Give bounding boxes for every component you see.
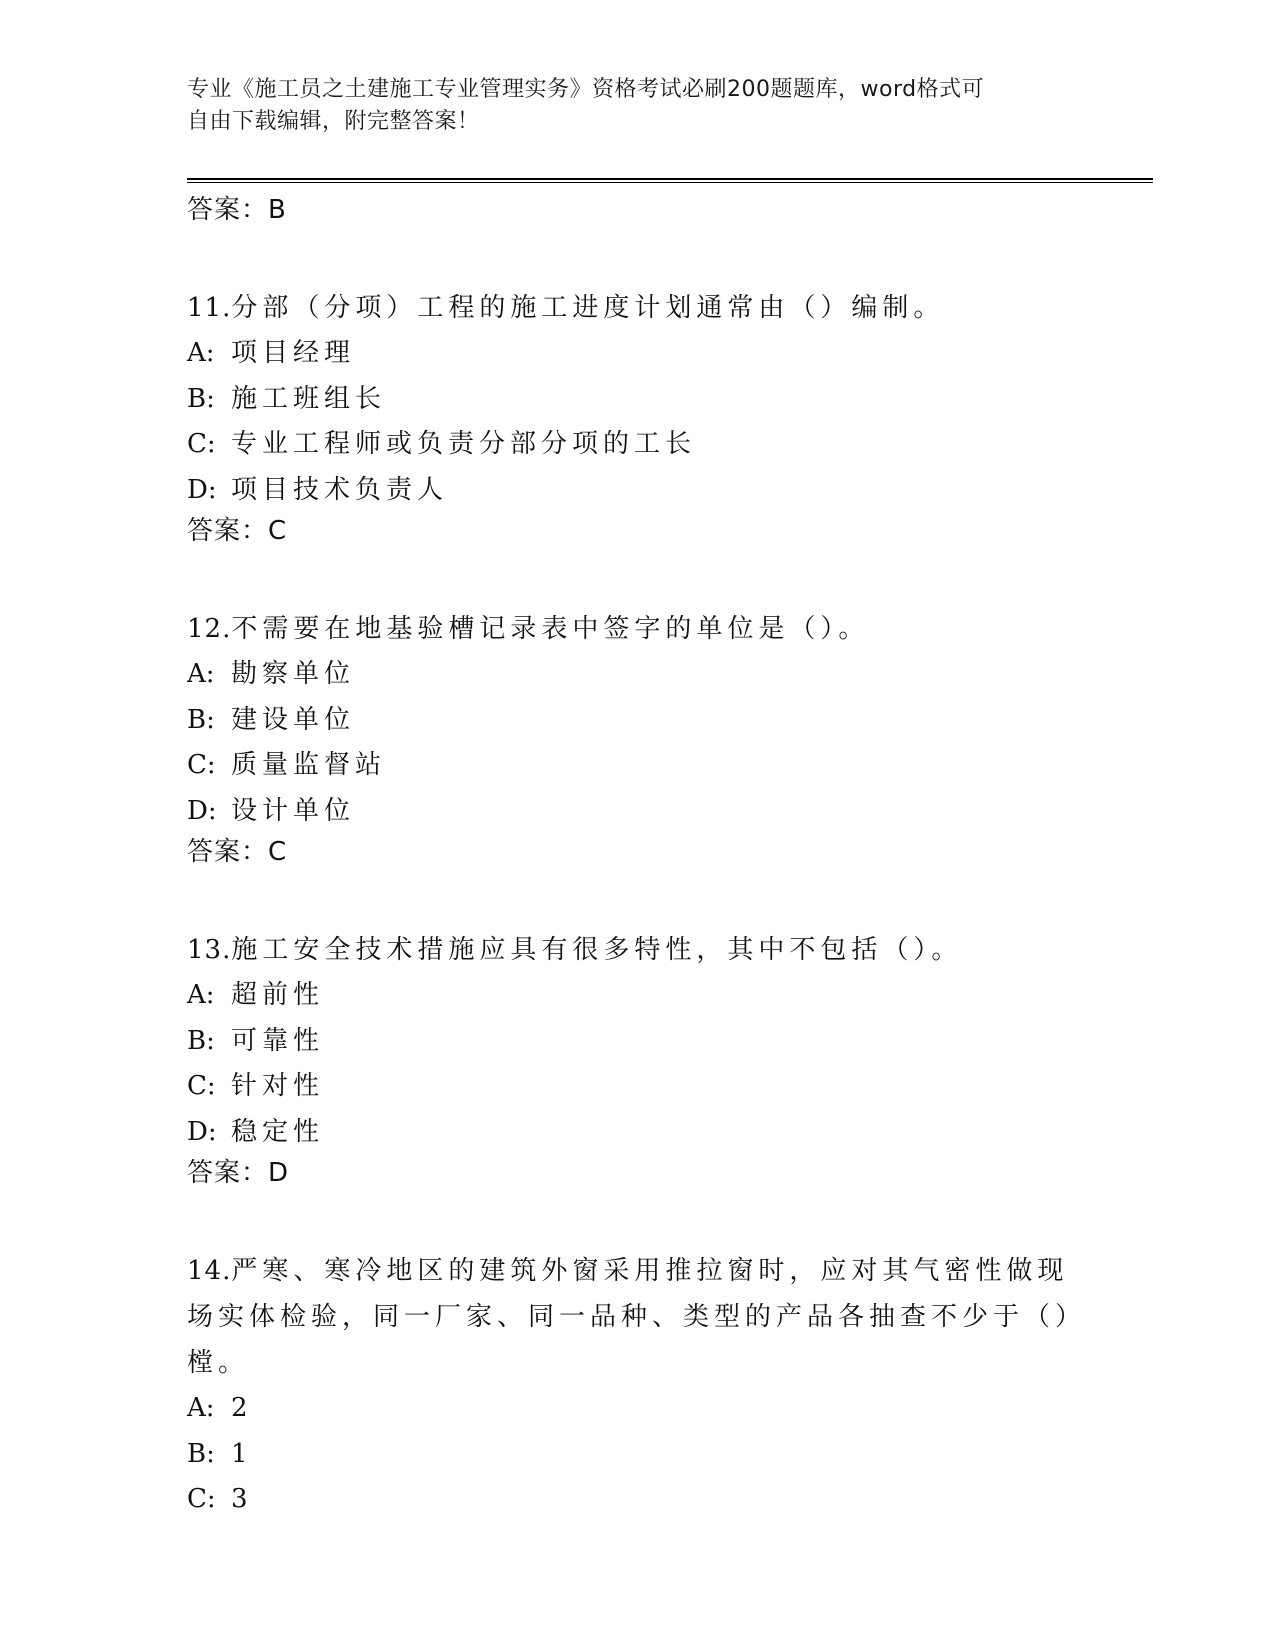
header-line-1: 专业《施工员之土建施工专业管理实务》资格考试必刷200题题库，word格式可: [187, 77, 985, 102]
option-b: [187, 1432, 1087, 1478]
question-text: [187, 1248, 1087, 1386]
question-item: [187, 606, 1087, 870]
option-letter: D:: [187, 474, 217, 505]
option-letter: B:: [187, 1025, 215, 1056]
question-item: [187, 285, 1087, 549]
option-letter: A:: [187, 338, 215, 368]
question-list: [187, 192, 1087, 1523]
option-text: 针对性: [231, 1071, 325, 1101]
option-letter: C:: [187, 1484, 216, 1514]
option-letter: B:: [187, 1438, 215, 1469]
question-text: [187, 606, 1087, 652]
option-text: 2: [231, 1393, 253, 1423]
question-item: [187, 927, 1087, 1191]
option-a: [187, 1386, 1087, 1432]
option-a: [187, 331, 1087, 377]
option-text: 1: [231, 1438, 253, 1469]
option-c: [187, 1477, 1087, 1523]
option-letter: C:: [187, 1071, 216, 1101]
option-letter: B:: [187, 383, 215, 414]
option-text: 稳定性: [231, 1116, 325, 1147]
option-text: 3: [231, 1484, 253, 1514]
option-letter: A:: [187, 1393, 215, 1423]
question-text: [187, 927, 1087, 973]
option-letter: D:: [187, 795, 217, 826]
option-b: [187, 698, 1087, 744]
option-text: 设计单位: [231, 795, 356, 826]
answer-line: 答案：B: [187, 195, 287, 225]
question-number: 13.: [187, 935, 232, 965]
question-stem: 严寒、寒冷地区的建筑外窗采用推拉窗时，应对其气密性做现场实体检验，同一厂家、同一品种、类型的产品各抽查不少于（）樘。: [187, 1256, 1087, 1378]
option-a: [187, 652, 1087, 698]
option-c: [187, 743, 1087, 789]
option-letter: C:: [187, 750, 216, 780]
option-text: 超前性: [231, 980, 325, 1010]
option-text: 勘察单位: [231, 659, 356, 689]
question-stem: 施工安全技术措施应具有很多特性，其中不包括（）。: [231, 935, 963, 965]
header-line-2: 自由下载编辑，附完整答案！: [187, 109, 480, 134]
header-divider: [187, 178, 1153, 183]
option-b: [187, 1019, 1087, 1065]
option-text: 专业工程师或负责分部分项的工长: [231, 429, 697, 459]
question-stem: 分部（分项）工程的施工进度计划通常由（）编制。: [231, 293, 945, 323]
option-text: 可靠性: [231, 1025, 325, 1056]
answer-line: 答案：C: [187, 837, 288, 867]
option-b: [187, 377, 1087, 423]
option-letter: C:: [187, 429, 216, 459]
option-text: 施工班组长: [231, 383, 387, 414]
question-item: [187, 1248, 1087, 1523]
option-text: 项目技术负责人: [231, 474, 449, 505]
option-c: [187, 422, 1087, 468]
option-d: [187, 468, 1087, 514]
page-header: [187, 74, 1067, 138]
option-letter: B:: [187, 704, 215, 735]
option-letter: A:: [187, 980, 215, 1010]
question-text: [187, 285, 1087, 331]
question-number: 11.: [187, 293, 232, 323]
option-d: [187, 789, 1087, 835]
option-text: 建设单位: [231, 704, 356, 735]
answer-line: 答案：C: [187, 516, 288, 546]
question-stem: 不需要在地基验槽记录表中签字的单位是（）。: [231, 614, 870, 644]
option-text: 项目经理: [231, 338, 356, 368]
option-letter: A:: [187, 659, 215, 689]
option-letter: D:: [187, 1116, 217, 1147]
option-c: [187, 1064, 1087, 1110]
option-d: [187, 1110, 1087, 1156]
option-a: [187, 973, 1087, 1019]
answer-line: 答案：D: [187, 1158, 290, 1188]
question-number: 12.: [187, 614, 232, 644]
question-number: 14.: [187, 1256, 232, 1286]
option-text: 质量监督站: [231, 750, 387, 780]
